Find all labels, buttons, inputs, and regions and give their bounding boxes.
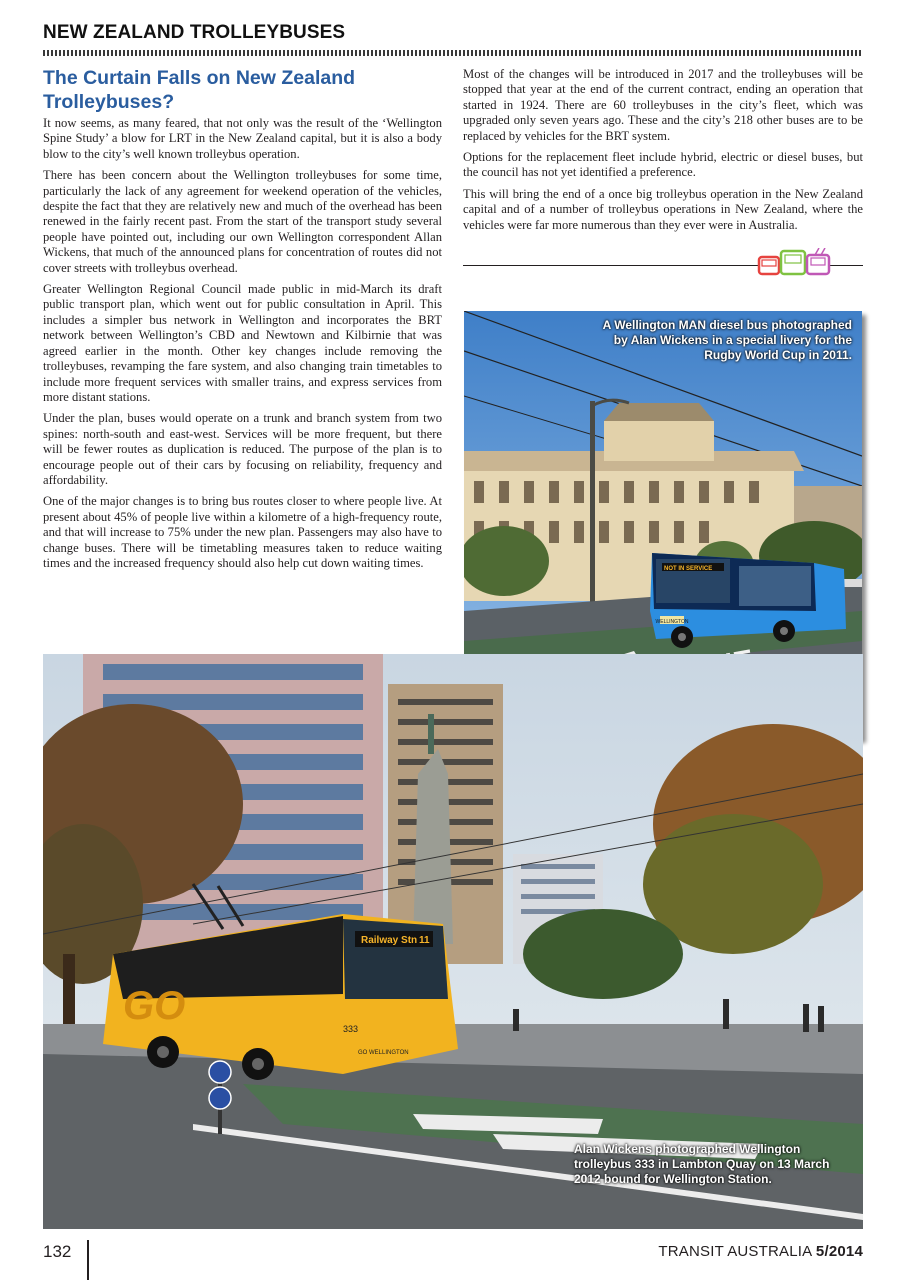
magazine-name: TRANSIT AUSTRALIA — [658, 1243, 812, 1260]
article-headline: The Curtain Falls on New Zealand Trolleybuses? — [43, 67, 356, 113]
dest-sign-text: Railway Stn — [361, 935, 418, 946]
right-column — [463, 67, 863, 239]
photo2-caption: Alan Wickens photographed Wellington trolleybus 333 in Lambton Quay on 13 March 2012 bound for Wellington Station. — [574, 1142, 830, 1186]
paragraph: Under the plan, buses would operate on a trunk and branch system from two spines: north-south and east-west. Services will be more frequent, but there will be fewer routes as duplication is reduced. The purpose of the plan is to encourage people out of their cars by focusing on reliability, frequency and affordability. — [43, 411, 442, 487]
photo1-caption: A Wellington MAN diesel bus photographed by Alan Wickens in a special livery for the Rugby World Cup in 2011. — [602, 318, 852, 362]
dest-sign-text: NOT IN SERVICE — [664, 566, 713, 572]
bus-end-mark-icon — [757, 248, 837, 278]
paragraph: This will bring the end of a once big trolleybus operation in the New Zealand capital and of a number of trolleybus operations in New Zealand, where the vehicles were far more numerous than they ever were in Australia. — [463, 186, 863, 232]
paragraph: Greater Wellington Regional Council made public in mid-March its draft public transport plan, which went out for public consultation in April. This includes a simpler bus network in Wellington and incorporates the BRT network between Wellington’s CBD and Newtown and Kilbirnie that was agreed earlier in the month. Other key changes include removing the trolleybuses, revamping the fare system, and also changing train timetables to include more frequent services with smaller trains, and express services from more distant stations. — [43, 282, 442, 404]
paragraph: There has been concern about the Wellington trolleybuses for some time, particularly the lack of any agreement for weekend operation of the vehicles, despite the fact that they are relatively new and much of the overhead has been renewed in the fairly recent past. From the start of the transport study several people have pointed out, including our own Wellington correspondent Allan Wickens, that much of the announced plans for concentration of routes did not cover streets with trolleybus overhead. — [43, 168, 442, 275]
paragraph: Options for the replacement fleet include hybrid, electric or diesel buses, but the council has not yet identified a preference. — [463, 150, 863, 180]
dotted-rule — [43, 50, 863, 56]
fleet-number: 333 — [343, 1024, 359, 1034]
route-number: 11 — [419, 935, 430, 946]
left-column — [43, 116, 442, 577]
folio-divider — [87, 1240, 89, 1280]
bus-side-text: WELLINGTON — [655, 619, 689, 625]
page-number: 132 — [43, 1242, 72, 1261]
paragraph: Most of the changes will be introduced in 2017 and the trolleybuses will be stopped that year at the end of the current contract, ending an operation that started in 1924. There are 60 trolleybuses in the city’s fleet, which was upgraded only seven years ago. These and the city’s 218 other buses are to be replaced by vehicles for the BRT system. — [463, 67, 863, 143]
paragraph: It now seems, as many feared, that not only was the result of the ‘Wellington Spine Study’ a blow for LRT in the New Zealand capital, but it is also a body blow to the city’s well known trolleybus operation. — [43, 116, 442, 161]
go-livery-text: GO — [123, 984, 186, 1028]
magazine-folio — [658, 1243, 863, 1260]
operator-text: GO WELLINGTON — [358, 1050, 409, 1056]
photo-trolleybus-333 — [43, 654, 863, 1229]
section-title: NEW ZEALAND TROLLEYBUSES — [43, 22, 346, 43]
paragraph: One of the major changes is to bring bus routes closer to where people live. At present about 45% of people live within a kilometre of a high-frequency route, and that will increase to 75% under the new plan. Passengers may also have to change buses. There will be timetabling measures taken to reduce waiting times and the increased frequency should also help cut down waiting times. — [43, 494, 442, 570]
issue-number: 5/2014 — [815, 1243, 863, 1260]
